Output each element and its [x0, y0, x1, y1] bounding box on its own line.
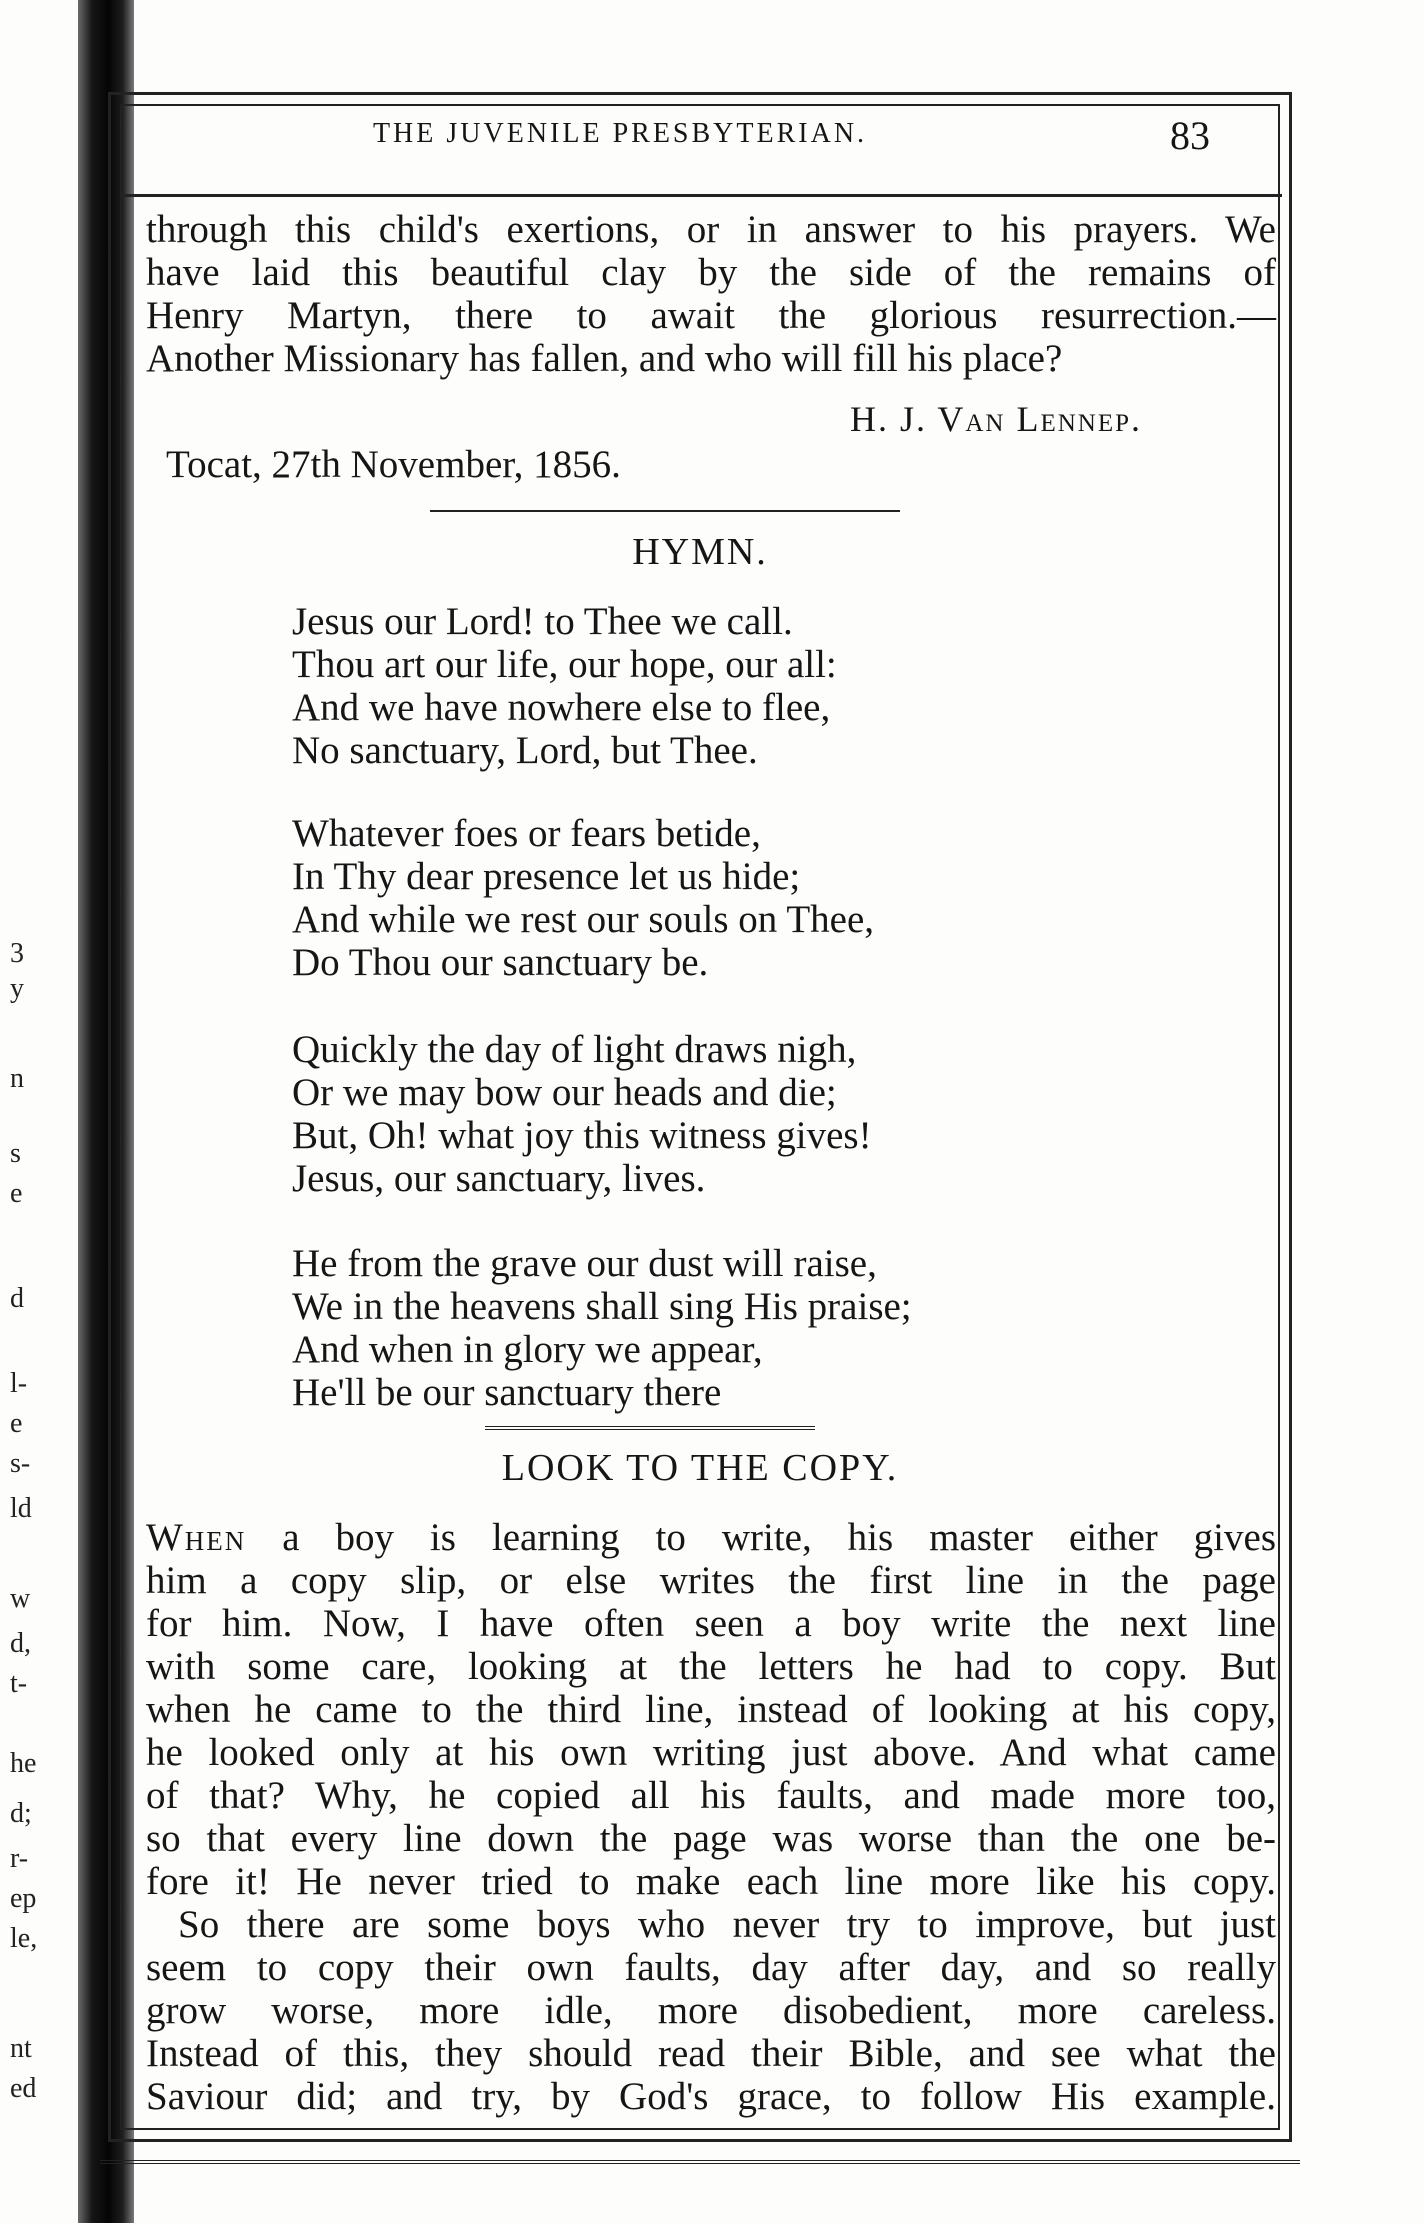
drop-word: When — [146, 1516, 247, 1559]
body-line: when he came to the third line, instead of looking at his copy, — [146, 1688, 1276, 1731]
fragment-text: nt — [10, 2033, 32, 2064]
verse-line: He from the grave our dust will raise, — [292, 1242, 877, 1285]
fragment-text: e — [10, 1408, 23, 1439]
body-line: of that? Why, he copied all his faults, and made more too, — [146, 1774, 1276, 1817]
fragment-text: r- — [10, 1843, 29, 1874]
verse-line: Thou art our life, our hope, our all: — [292, 643, 837, 686]
fragment-text: e — [10, 1178, 23, 1209]
verse-line: We in the heavens shall sing His praise; — [292, 1285, 912, 1328]
verse-line: And when in glory we appear, — [292, 1328, 763, 1371]
page-number: 83 — [1170, 113, 1210, 158]
fragment-text: ed — [10, 2073, 37, 2104]
fragment-text: he — [10, 1748, 37, 1779]
previous-page-fragment — [0, 0, 80, 2223]
body-line: seem to copy their own faults, day after day, and so really — [146, 1946, 1276, 1989]
body-line: have laid this beautiful clay by the side of the remains of — [146, 251, 1276, 294]
body-line: with some care, looking at the letters he had to copy. But — [146, 1645, 1276, 1688]
fragment-text: l- — [10, 1368, 28, 1399]
verse-line: Jesus, our sanctuary, lives. — [292, 1157, 706, 1200]
body-line: Another Missionary has fallen, and who will fill his place? — [146, 337, 1063, 380]
verse-line: Quickly the day of light draws nigh, — [292, 1028, 857, 1071]
verse-line: In Thy dear presence let us hide; — [292, 855, 801, 898]
dateline: Tocat, 27th November, 1856. — [166, 443, 621, 486]
body-line: Instead of this, they should read their Bible, and see what the — [146, 2032, 1276, 2075]
body-line: he looked only at his own writing just above. And what came — [146, 1731, 1276, 1774]
body-line: grow worse, more idle, more disobedient, more careless. — [146, 1989, 1276, 2032]
verse-line: Or we may bow our heads and die; — [292, 1071, 837, 1114]
body-line: fore it! He never tried to make each line more like his copy. — [146, 1860, 1276, 1903]
body-line: So there are some boys who never try to improve, but just — [178, 1903, 1276, 1946]
fragment-text: le, — [10, 1923, 38, 1954]
verse-line: He'll be our sanctuary there — [292, 1371, 722, 1414]
verse-line: But, Oh! what joy this witness gives! — [292, 1114, 872, 1157]
footer-rule — [100, 2160, 1300, 2164]
hymn-title: HYMN. — [632, 531, 768, 573]
signature: H. J. Van Lennep. — [850, 399, 1143, 439]
body-line: Saviour did; and try, by God's grace, to follow His example. — [146, 2075, 1276, 2118]
fragment-text: y — [10, 973, 24, 1004]
verse-line: Do Thou our sanctuary be. — [292, 941, 709, 984]
body-line: through this child's exertions, or in answer to his prayers. We — [146, 208, 1276, 251]
fragment-text: ld — [10, 1493, 32, 1524]
fragment-text: n — [10, 1063, 24, 1094]
fragment-text: d; — [10, 1798, 32, 1829]
fragment-text: w — [10, 1583, 31, 1614]
verse-line: Jesus our Lord! to Thee we call. — [292, 600, 793, 643]
fragment-text: s- — [10, 1448, 31, 1479]
verse-line: And while we rest our souls on Thee, — [292, 898, 875, 941]
body-line: so that every line down the page was worse than the one be- — [146, 1817, 1276, 1860]
fragment-text: t- — [10, 1668, 28, 1699]
verse-line: Whatever foes or fears betide, — [292, 812, 761, 855]
verse-line: And we have nowhere else to flee, — [292, 686, 831, 729]
section-divider — [430, 510, 900, 512]
body-line: Henry Martyn, there to await the glorious resurrection.— — [146, 294, 1276, 337]
fragment-text: ep — [10, 1883, 37, 1914]
fragment-text: 3 — [10, 938, 24, 969]
body-line: him a copy slip, or else writes the first line in the page — [146, 1559, 1276, 1602]
verse-line: No sanctuary, Lord, but Thee. — [292, 729, 758, 772]
section-divider — [485, 1426, 815, 1430]
body-line: for him. Now, I have often seen a boy write the next line — [146, 1602, 1276, 1645]
header-rule — [120, 194, 1282, 197]
fragment-text: d, — [10, 1628, 31, 1659]
fragment-text: s — [10, 1138, 21, 1169]
body-line: When a boy is learning to write, his master either gives — [146, 1516, 1276, 1559]
article-title: LOOK TO THE COPY. — [501, 1447, 899, 1489]
fragment-text: d — [10, 1283, 24, 1314]
running-head: THE JUVENILE PRESBYTERIAN. — [372, 118, 868, 149]
